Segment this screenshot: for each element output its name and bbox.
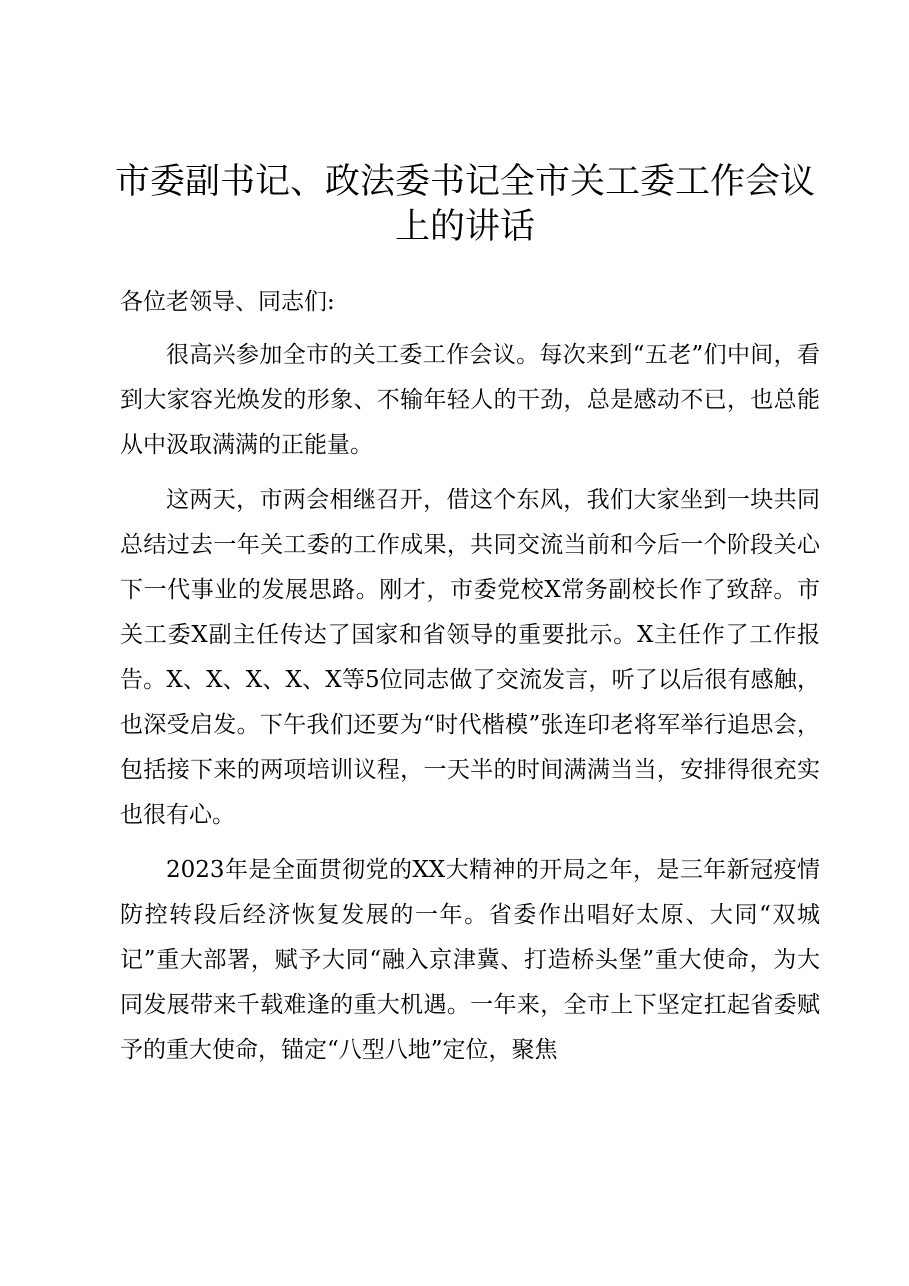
paragraph-2023-review: 2023年是全面贯彻党的XX大精神的开局之年，是三年新冠疫情防控转段后经济恢复发展的一年。省委作出唱好太原、大同“双城记”重大部署，赋予大同“融入京津冀、打造桥头堡”重大使命，为大同发展带来千载难逢的重大机遇。一年来，全市上下坚定扛起省委赋予的重大使命，锚定“八型八地”定位，聚焦	[120, 857, 820, 1063]
document-title: 市委副书记、政法委书记全市关工委工作会议上的讲话	[114, 162, 815, 247]
paragraph-meeting-summary: 这两天，市两会相继召开，借这个东风，我们大家坐到一块共同总结过去一年关工委的工作成果，共同交流当前和今后一个阶段关心下一代事业的发展思路。刚才，市委党校X常务副校长作了致辞。市关工委X副主任传达了国家和省领导的重要批示。X主任作了工作报告。X、X、X、X、X等5位同志做了交流发言，听了以后很有感触，也深受启发。下午我们还要为“时代楷模”张连印老将军举行追思会，包括接下来的两项培训议程，一天半的时间满满当当，安排得很充实也很有心。	[120, 487, 820, 828]
salutation: 各位老领导、同志们:	[120, 289, 335, 315]
document-body	[120, 280, 820, 1083]
paragraph-opening: 很高兴参加全市的关工委工作会议。每次来到“五老”们中间，看到大家容光焕发的形象、不输年轻人的干劲，总是感动不已，也总能从中汲取满满的正能量。	[120, 342, 820, 458]
